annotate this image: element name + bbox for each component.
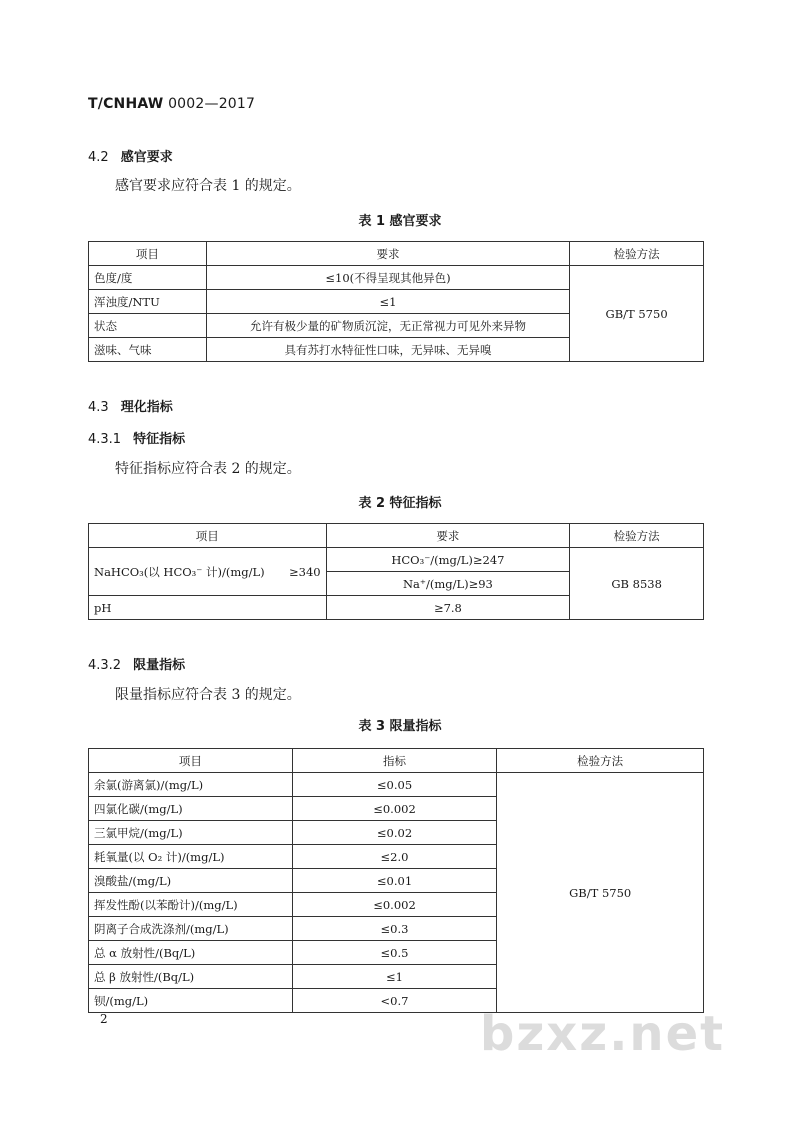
limit-cell: ≤0.05: [292, 773, 497, 797]
limit-cell: ≤0.02: [292, 821, 497, 845]
item-cell: 钡/(mg/L): [89, 989, 293, 1013]
header-cell: 项目: [89, 242, 207, 266]
table-3-caption: 表 3 限量指标: [358, 719, 442, 734]
item-cell: 状态: [89, 314, 207, 338]
table-2-caption: 表 2 特征指标: [358, 496, 442, 511]
header-cell: 检验方法: [570, 242, 704, 266]
item-label: NaHCO₃(以 HCO₃⁻ 计)/(mg/L): [94, 564, 265, 579]
table-1: [88, 241, 704, 362]
section-title: 理化指标: [120, 400, 173, 415]
method-cell: GB 8538: [570, 548, 704, 620]
limit-cell: ≤0.5: [292, 941, 497, 965]
section-number: 4.3.1: [88, 432, 122, 447]
section-4-3-2-heading: [88, 654, 185, 673]
section-4-2-paragraph: 感官要求应符合表 1 的规定。: [115, 178, 301, 194]
standard-header: [88, 96, 255, 112]
limit-cell: ≤0.01: [292, 869, 497, 893]
header-cell: 指标: [292, 749, 497, 773]
section-4-3-1-heading: [88, 428, 185, 447]
requirement-cell: 允许有极少量的矿物质沉淀，无正常视力可见外来异物: [206, 314, 569, 338]
table-row: [89, 548, 704, 572]
section-title: 感官要求: [120, 150, 173, 165]
limit-cell: ≤0.002: [292, 893, 497, 917]
limit-cell: ≤0.002: [292, 797, 497, 821]
item-cell: 挥发性酚(以苯酚计)/(mg/L): [89, 893, 293, 917]
requirement-cell: ≥7.8: [326, 596, 570, 620]
header-cell: 检验方法: [570, 524, 704, 548]
item-cell: 溴酸盐/(mg/L): [89, 869, 293, 893]
section-title: 限量指标: [133, 658, 186, 673]
section-4-3-heading: [88, 396, 173, 415]
table-header-row: [89, 242, 704, 266]
method-cell: GB/T 5750: [570, 266, 704, 362]
header-cell: 要求: [326, 524, 570, 548]
item-cell: 四氯化碳/(mg/L): [89, 797, 293, 821]
section-4-3-2-paragraph: 限量指标应符合表 3 的规定。: [115, 687, 301, 703]
header-cell: 要求: [206, 242, 569, 266]
table-row: [89, 266, 704, 290]
limit-cell: ≤1: [292, 965, 497, 989]
table-1-caption: 表 1 感官要求: [358, 214, 442, 229]
item-value: ≥340: [289, 564, 321, 579]
item-cell: pH: [89, 596, 327, 620]
item-cell: 色度/度: [89, 266, 207, 290]
table-2: [88, 523, 704, 620]
table-row: [89, 773, 704, 797]
requirement-cell: Na⁺/(mg/L)≥93: [326, 572, 570, 596]
requirement-cell: ≤1: [206, 290, 569, 314]
header-cell: 项目: [89, 749, 293, 773]
standard-number: 0002—2017: [163, 96, 256, 112]
requirement-cell: ≤10(不得呈现其他异色): [206, 266, 569, 290]
item-cell: 余氯(游离氯)/(mg/L): [89, 773, 293, 797]
item-cell: 阴离子合成洗涤剂/(mg/L): [89, 917, 293, 941]
table-header-row: [89, 749, 704, 773]
section-title: 特征指标: [133, 432, 186, 447]
method-cell: GB/T 5750: [497, 773, 704, 1013]
standard-prefix: T/CNHAW: [88, 96, 164, 112]
item-cell: 总 β 放射性/(Bq/L): [89, 965, 293, 989]
watermark: bzxz.net: [480, 1006, 726, 1062]
limit-cell: ≤2.0: [292, 845, 497, 869]
limit-cell: <0.7: [292, 989, 497, 1013]
item-cell: 耗氧量(以 O₂ 计)/(mg/L): [89, 845, 293, 869]
table-3: [88, 748, 704, 1013]
page-number: 2: [100, 1012, 108, 1026]
header-cell: 项目: [89, 524, 327, 548]
section-4-3-1-paragraph: 特征指标应符合表 2 的规定。: [115, 461, 301, 477]
table-header-row: [89, 524, 704, 548]
requirement-cell: 具有苏打水特征性口味，无异味、无异嗅: [206, 338, 569, 362]
item-cell: [89, 548, 327, 596]
item-cell: 浑浊度/NTU: [89, 290, 207, 314]
section-number: 4.3: [88, 400, 109, 415]
limit-cell: ≤0.3: [292, 917, 497, 941]
item-cell: 总 α 放射性/(Bq/L): [89, 941, 293, 965]
item-cell: 三氯甲烷/(mg/L): [89, 821, 293, 845]
section-number: 4.3.2: [88, 658, 122, 673]
requirement-cell: HCO₃⁻/(mg/L)≥247: [326, 548, 570, 572]
section-4-2-heading: [88, 146, 173, 165]
header-cell: 检验方法: [497, 749, 704, 773]
section-number: 4.2: [88, 150, 109, 165]
item-cell: 滋味、气味: [89, 338, 207, 362]
